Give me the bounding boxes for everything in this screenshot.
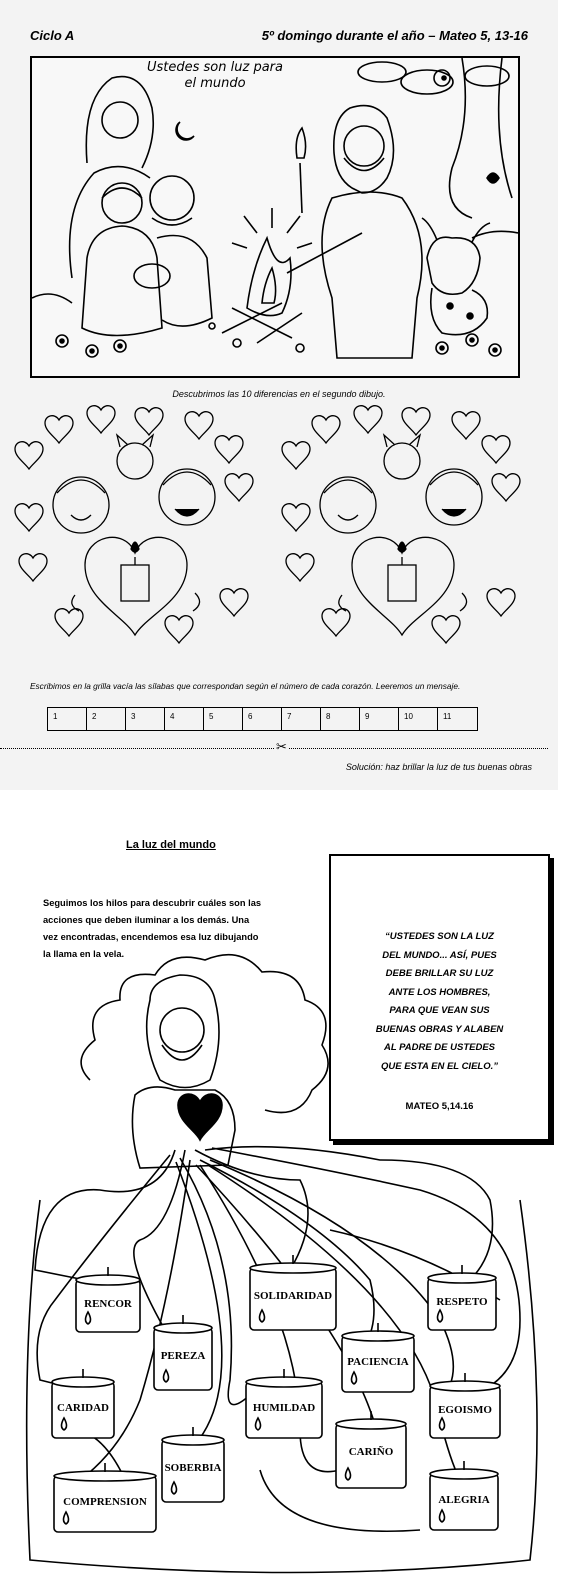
instruction-line: vez encontradas, encendemos esa luz dibujando: [43, 932, 259, 942]
wax-drop-icon: [62, 1418, 67, 1430]
candle-top: [246, 1377, 322, 1387]
grid-cell[interactable]: 8: [321, 708, 360, 730]
scissors-icon: ✂: [276, 739, 287, 754]
candle-top: [428, 1273, 496, 1283]
scene-title-line-1: Ustedes son luz para: [147, 60, 283, 75]
quote-line: QUE ESTA EN EL CIELO.”: [380, 1060, 498, 1072]
wax-drop-icon: [440, 1510, 445, 1522]
differences-caption: Descubrimos las 10 diferencias en el segundo dibujo.: [172, 389, 386, 399]
candle-label: SOBERBIA: [164, 1461, 222, 1474]
grid-cell[interactable]: 7: [282, 708, 321, 730]
wax-drop-icon: [346, 1468, 351, 1480]
quote-line: DEL MUNDO... ASÍ, PUES: [382, 949, 497, 961]
candle-label: COMPRENSION: [63, 1495, 147, 1508]
candle-top: [336, 1419, 406, 1429]
candle-label: CARIDAD: [57, 1401, 109, 1414]
wax-drop-icon: [86, 1312, 91, 1324]
cycle-label: Ciclo A: [30, 28, 75, 43]
grid-cell[interactable]: 5: [204, 708, 243, 730]
candle-top: [250, 1263, 336, 1273]
wax-drop-icon: [260, 1310, 265, 1322]
candle-top: [76, 1275, 140, 1285]
instruction-line: Seguimos los hilos para descubrir cuáles son las: [43, 898, 262, 908]
grid-cell[interactable]: 10: [399, 708, 438, 730]
wax-drop-icon: [440, 1418, 445, 1430]
candle-top: [54, 1471, 156, 1481]
candle-label: PEREZA: [160, 1349, 206, 1362]
instruction-line: la llama en la vela.: [43, 949, 125, 959]
grid-cell[interactable]: 2: [87, 708, 126, 730]
grid-cell[interactable]: 1: [48, 708, 87, 730]
candle-top: [430, 1381, 500, 1391]
instruction-line: acciones que deben iluminar a los demás. Una: [43, 915, 250, 925]
candle-label: EGOISMO: [438, 1404, 492, 1417]
quote-line: ANTE LOS HOMBRES,: [388, 986, 491, 998]
grid-cell[interactable]: 9: [360, 708, 399, 730]
quote-line: “USTEDES SON LA LUZ: [385, 931, 494, 942]
quote-line: AL PADRE DE USTEDES: [383, 1042, 496, 1053]
quote-reference: MATEO 5,14.16: [405, 1101, 474, 1112]
scene-title-line-2: el mundo: [184, 76, 246, 91]
grid-cell[interactable]: 6: [243, 708, 282, 730]
grid-instruction: Escribimos en la grilla vacía las sílabas que correspondan según el número de cada corazón. Leeremos un mensaje.: [30, 681, 461, 691]
solution-text: Solución: haz brillar la luz de tus buenas obras: [345, 762, 532, 772]
quote-line: BUENAS OBRAS Y ALABEN: [375, 1023, 504, 1035]
candle-label: RESPETO: [436, 1296, 488, 1309]
quote-line: PARA QUE VEAN SUS: [389, 1005, 490, 1016]
candle-top: [430, 1469, 498, 1479]
wax-drop-icon: [438, 1310, 443, 1322]
grid-cell[interactable]: 11: [443, 712, 452, 721]
wax-drop-icon: [64, 1512, 69, 1524]
candle-label: CARIÑO: [348, 1446, 394, 1459]
candle-label: ALEGRIA: [438, 1493, 490, 1506]
candle-label: RENCOR: [84, 1298, 132, 1311]
wax-drop-icon: [256, 1418, 261, 1430]
candle-label: SOLIDARIDAD: [253, 1289, 333, 1302]
quote-line: DEBE BRILLAR SU LUZ: [385, 968, 494, 979]
page-2-title: La luz del mundo: [126, 839, 216, 851]
grid-cell[interactable]: 4: [165, 708, 204, 730]
candle-top: [162, 1435, 224, 1445]
candle-label: HUMILDAD: [252, 1401, 316, 1414]
candle-top: [52, 1377, 114, 1387]
wax-drop-icon: [172, 1482, 177, 1494]
candle-top: [154, 1323, 212, 1333]
candle-label: PACIENCIA: [347, 1355, 409, 1368]
grid-cell[interactable]: 3: [126, 708, 165, 730]
candle-top: [342, 1331, 414, 1341]
wax-drop-icon: [164, 1370, 169, 1382]
wax-drop-icon: [352, 1372, 357, 1384]
sunday-reference: 5º domingo durante el año – Mateo 5, 13-16: [261, 28, 528, 43]
